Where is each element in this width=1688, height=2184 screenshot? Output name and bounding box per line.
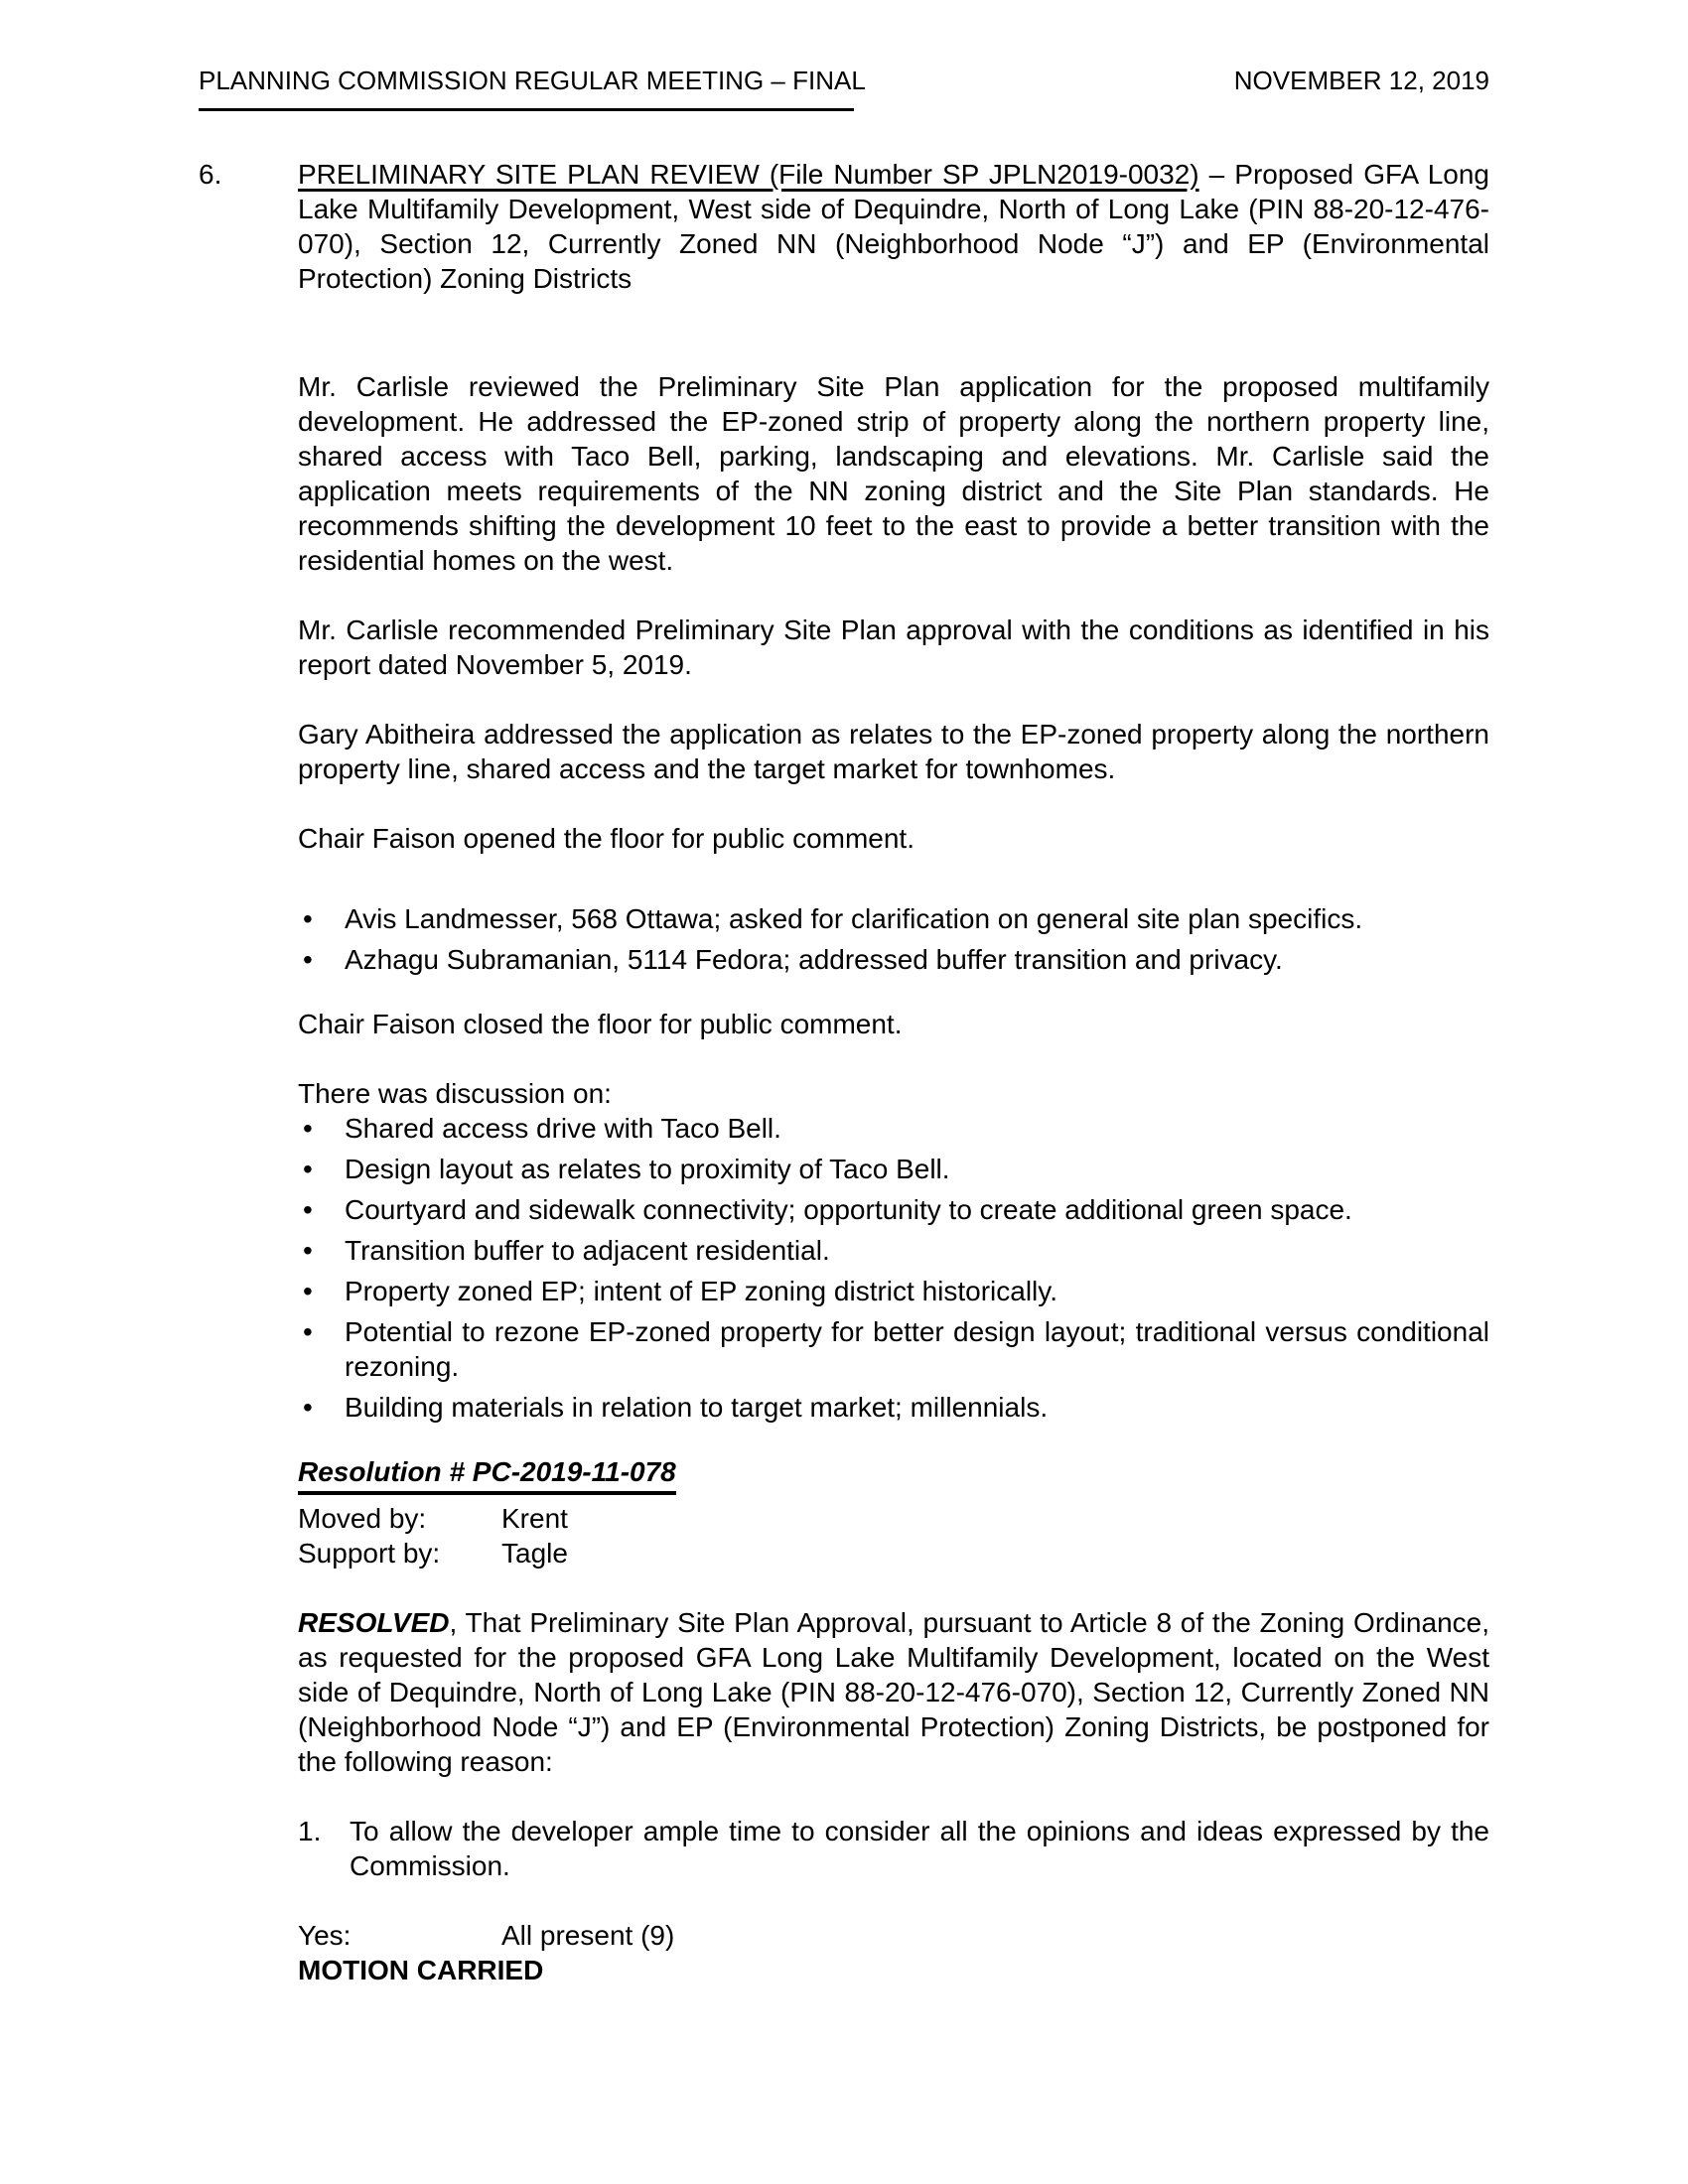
motion-carried: MOTION CARRIED	[298, 1955, 544, 1985]
bullet-icon: •	[303, 1392, 313, 1423]
discussion-item	[298, 1192, 1489, 1227]
agenda-item-title-rest: – Proposed GFA Long Lake Multifamily Development, West side of Dequindre, North of Long Lake (PIN 88-20-12-476-070), Section 12, Currently Zoned NN (Neighborhood Node “J”) and EP (Environmental Protection) Zoning Districts	[298, 159, 1489, 294]
moved-by-label: Moved by:	[298, 1503, 427, 1534]
support-by-label: Support by:	[298, 1538, 441, 1569]
paragraph-floor-closed: Chair Faison closed the floor for public comment.	[298, 1009, 903, 1039]
paragraph-discussion-intro: There was discussion on:	[298, 1078, 612, 1109]
bullet-icon: •	[303, 1113, 313, 1144]
vote-row	[298, 1918, 1489, 1953]
discussion-text: Transition buffer to adjacent residential.	[345, 1235, 830, 1266]
discussion-item	[298, 1152, 1489, 1186]
agenda-item-title	[298, 157, 1489, 296]
resolution-number: Resolution # PC-2019-11-078	[298, 1454, 676, 1495]
public-comment-list	[298, 901, 1489, 977]
moved-by-value: Krent	[501, 1503, 568, 1534]
resolution-heading	[298, 1454, 1489, 1495]
public-comment-item	[298, 942, 1489, 977]
agenda-item-title-underlined: PRELIMINARY SITE PLAN REVIEW (File Number SP JPLN2019-0032)	[298, 159, 1199, 190]
resolved-text: , That Preliminary Site Plan Approval, pursuant to Article 8 of the Zoning Ordinance, as requested for the proposed GFA Long Lake Multifamily Development, located on the West side of Dequindre, North of Long Lake (PIN 88-20-12-476-070), Section 12, Currently Zoned NN (Neighborhood Node “J”) and EP (Environmental Protection) Zoning Districts, be postponed for the following reason:	[298, 1607, 1489, 1777]
vote-yes-label: Yes:	[298, 1920, 352, 1951]
moved-by-row	[298, 1501, 1489, 1536]
meeting-title: PLANNING COMMISSION REGULAR MEETING – FINAL	[199, 66, 866, 95]
discussion-text: Potential to rezone EP-zoned property for better design layout; traditional versus conditional rezoning.	[345, 1316, 1489, 1382]
bullet-icon: •	[303, 1316, 313, 1347]
public-comment-item	[298, 901, 1489, 936]
vote-yes-value: All present (9)	[501, 1920, 675, 1951]
discussion-item	[298, 1111, 1489, 1146]
reason-number: 1.	[298, 1816, 322, 1846]
discussion-text: Courtyard and sidewalk connectivity; opportunity to create additional green space.	[345, 1194, 1352, 1225]
bullet-icon: •	[303, 944, 313, 975]
header-rule	[199, 108, 854, 111]
minutes-content	[199, 157, 1489, 1987]
discussion-text: Shared access drive with Taco Bell.	[345, 1113, 781, 1144]
discussion-text: Design layout as relates to proximity of Taco Bell.	[345, 1154, 950, 1184]
paragraph-carlisle-recommendation: Mr. Carlisle recommended Preliminary Site Plan approval with the conditions as identified in his report dated November 5, 2019.	[298, 614, 1489, 680]
bullet-icon: •	[303, 1276, 313, 1306]
resolved-keyword: RESOLVED	[298, 1607, 450, 1638]
discussion-item	[298, 1274, 1489, 1308]
paragraph-abitheira: Gary Abitheira addressed the application as relates to the EP-zoned property along the northern property line, shared access and the target market for townhomes.	[298, 719, 1489, 784]
bullet-icon: •	[303, 903, 313, 934]
discussion-text: Property zoned EP; intent of EP zoning district historically.	[345, 1276, 1057, 1306]
agenda-item-6	[199, 157, 1489, 369]
agenda-item-number: 6.	[199, 159, 222, 190]
support-by-row	[298, 1536, 1489, 1570]
discussion-item	[298, 1233, 1489, 1268]
page-header	[199, 64, 1489, 98]
reason-item	[298, 1814, 1489, 1883]
bullet-icon: •	[303, 1154, 313, 1184]
reason-text: To allow the developer ample time to consider all the opinions and ideas expressed by the Commission.	[350, 1816, 1489, 1881]
paragraph-floor-opened: Chair Faison opened the floor for public comment.	[298, 823, 914, 854]
discussion-item	[298, 1314, 1489, 1384]
public-comment-text: Avis Landmesser, 568 Ottawa; asked for clarification on general site plan specifics.	[345, 903, 1363, 934]
discussion-list	[298, 1111, 1489, 1425]
resolved-paragraph	[298, 1605, 1489, 1779]
discussion-item	[298, 1390, 1489, 1425]
bullet-icon: •	[303, 1194, 313, 1225]
support-by-value: Tagle	[501, 1538, 568, 1569]
meeting-date: NOVEMBER 12, 2019	[1233, 66, 1489, 95]
discussion-text: Building materials in relation to target market; millennials.	[345, 1392, 1049, 1423]
paragraph-carlisle-review: Mr. Carlisle reviewed the Preliminary Site Plan application for the proposed multifamily development. He addressed the EP-zoned strip of property along the northern property line, shared access with Taco Bell, parking, landscaping and elevations. Mr. Carlisle said the application meets requirements of the NN zoning district and the Site Plan standards. He recommends shifting the development 10 feet to the east to provide a better transition with the residential homes on the west.	[298, 371, 1489, 576]
item-body	[298, 369, 1489, 1987]
bullet-icon: •	[303, 1235, 313, 1266]
public-comment-text: Azhagu Subramanian, 5114 Fedora; addressed buffer transition and privacy.	[345, 944, 1283, 975]
